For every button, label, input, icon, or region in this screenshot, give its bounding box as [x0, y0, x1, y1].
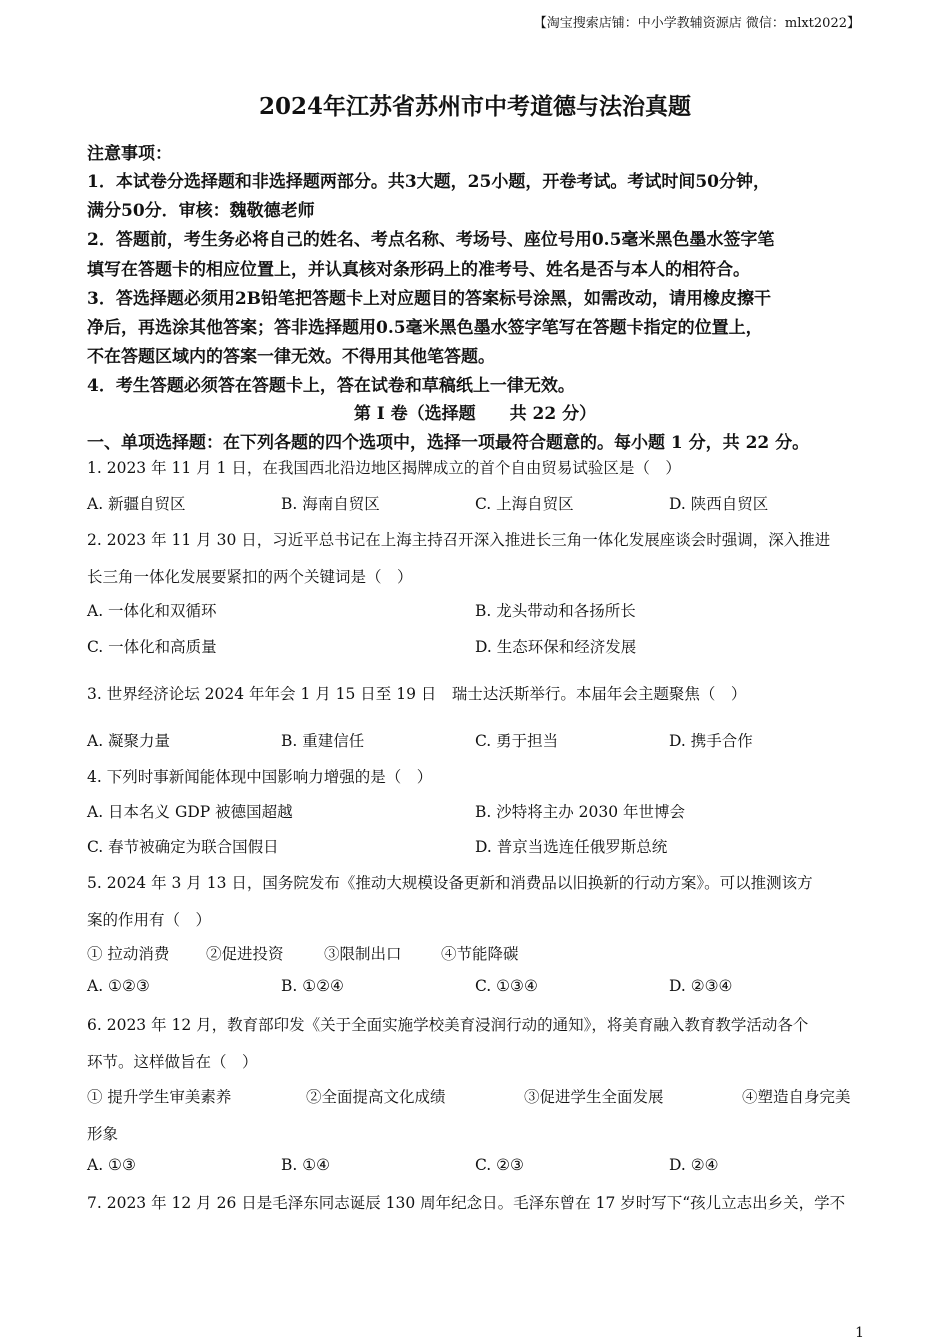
notice-heading: 注意事项：	[87, 144, 172, 164]
notice-line: 4．考生答题必须答在答题卡上，答在试卷和草稿纸上一律无效。	[87, 376, 575, 396]
question-stem: 环节。这样做旨在（ ）	[87, 1053, 258, 1071]
option-a: A. 凝聚力量	[87, 732, 171, 750]
question-stem: 2. 2023 年 11 月 30 日，习近平总书记在上海主持召开深入推进长三角一体化发展座谈会时强调，深入推进	[87, 531, 831, 549]
option-d: D. 普京当选连任俄罗斯总统	[475, 838, 668, 856]
option-c: C. ①③④	[475, 977, 538, 995]
header-note: 【淘宝搜索店铺：中小学教辅资源店 微信：mlxt2022】	[533, 16, 860, 31]
option-a: A. ①③	[87, 1156, 136, 1174]
notice-line: 填写在答题卡的相应位置上，并认真核对条形码上的准考号、姓名是否与本人的相符合。	[87, 260, 750, 280]
option-d: D. ②④	[669, 1156, 719, 1174]
option-b: B. ①②④	[281, 977, 344, 995]
statement-item: ④节能降碳	[441, 945, 519, 963]
option-c: C. 春节被确定为联合国假日	[87, 838, 279, 856]
question-stem: 6. 2023 年 12 月，教育部印发《关于全面实施学校美育浸润行动的通知》，将美育融入教育教学活动各个	[87, 1016, 809, 1034]
page-title: 2024年江苏省苏州市中考道德与法治真题	[258, 93, 691, 120]
statement-item: ②促进投资	[206, 945, 284, 963]
question-stem: 案的作用有（ ）	[87, 911, 212, 929]
option-a: A. ①②③	[87, 977, 150, 995]
notice-line: 3．答选择题必须用2B铅笔把答题卡上对应题目的答案标号涂黑，如需改动，请用橡皮擦干	[87, 289, 772, 309]
question-stem: 3. 世界经济论坛 2024 年年会 1 月 15 日至 19 日 瑞士达沃斯举行。本届年会主题聚焦（ ）	[87, 685, 747, 703]
notice-line: 净后，再选涂其他答案；答非选择题用0.5毫米黑色墨水签字笔写在答题卡指定的位置上，	[87, 318, 763, 338]
notice-line: 2．答题前，考生务必将自己的姓名、考点名称、考场号、座位号用0.5毫米黑色墨水签字笔	[87, 230, 775, 250]
page-number: 1	[855, 1325, 864, 1341]
question-stem: 4. 下列时事新闻能体现中国影响力增强的是（ ）	[87, 768, 433, 786]
section-title: 第 I 卷（选择题 共 22 分）	[353, 404, 597, 424]
notice-line: 不在答题区域内的答案一律无效。不得用其他笔答题。	[87, 347, 495, 367]
option-a: A. 新疆自贸区	[87, 495, 186, 513]
option-a: A. 一体化和双循环	[87, 602, 217, 620]
question-stem: 1. 2023 年 11 月 1 日，在我国西北沿边地区揭牌成立的首个自由贸易试验区是（ ）	[87, 459, 681, 477]
statement-item: ① 拉动消费	[87, 945, 170, 963]
statement-item: ③促进学生全面发展	[524, 1088, 664, 1106]
statement-item: ① 提升学生审美素养	[87, 1088, 232, 1106]
statement-item: ③限制出口	[324, 945, 402, 963]
question-stem: 5. 2024 年 3 月 13 日，国务院发布《推动大规模设备更新和消费品以旧换新的行动方案》。可以推测该方	[87, 874, 813, 892]
option-d: D. ②③④	[669, 977, 733, 995]
option-d: D. 携手合作	[669, 732, 753, 750]
option-b: B. 重建信任	[281, 732, 365, 750]
option-b: B. 海南自贸区	[281, 495, 380, 513]
statement-item: ②全面提高文化成绩	[306, 1088, 446, 1106]
option-d: D. 生态环保和经济发展	[475, 638, 637, 656]
option-b: B. 沙特将主办 2030 年世博会	[475, 803, 686, 821]
notice-line: 1．本试卷分选择题和非选择题两部分。共3大题，25小题，开卷考试。考试时间50分钟，	[87, 172, 770, 192]
statement-item: ④塑造自身完美	[742, 1088, 851, 1106]
option-c: C. ②③	[475, 1156, 524, 1174]
option-b: B. 龙头带动和各扬所长	[475, 602, 636, 620]
question-stem: 7. 2023 年 12 月 26 日是毛泽东同志诞辰 130 周年纪念日。毛泽东曾在 17 岁时写下“孩儿立志出乡关，学不	[87, 1194, 846, 1212]
option-c: C. 上海自贸区	[475, 495, 574, 513]
option-c: C. 一体化和高质量	[87, 638, 217, 656]
option-d: D. 陕西自贸区	[669, 495, 769, 513]
question-stem: 长三角一体化发展要紧扣的两个关键词是（ ）	[87, 568, 413, 586]
option-c: C. 勇于担当	[475, 732, 559, 750]
statement-item-continued: 形象	[87, 1125, 119, 1143]
option-a: A. 日本名义 GDP 被德国超越	[87, 803, 293, 821]
option-b: B. ①④	[281, 1156, 331, 1174]
part-title: 一、单项选择题：在下列各题的四个选项中，选择一项最符合题意的。每小题 1 分，共 22 分。	[87, 433, 810, 453]
notice-line: 满分50分．审核：魏敬德老师	[87, 201, 315, 221]
